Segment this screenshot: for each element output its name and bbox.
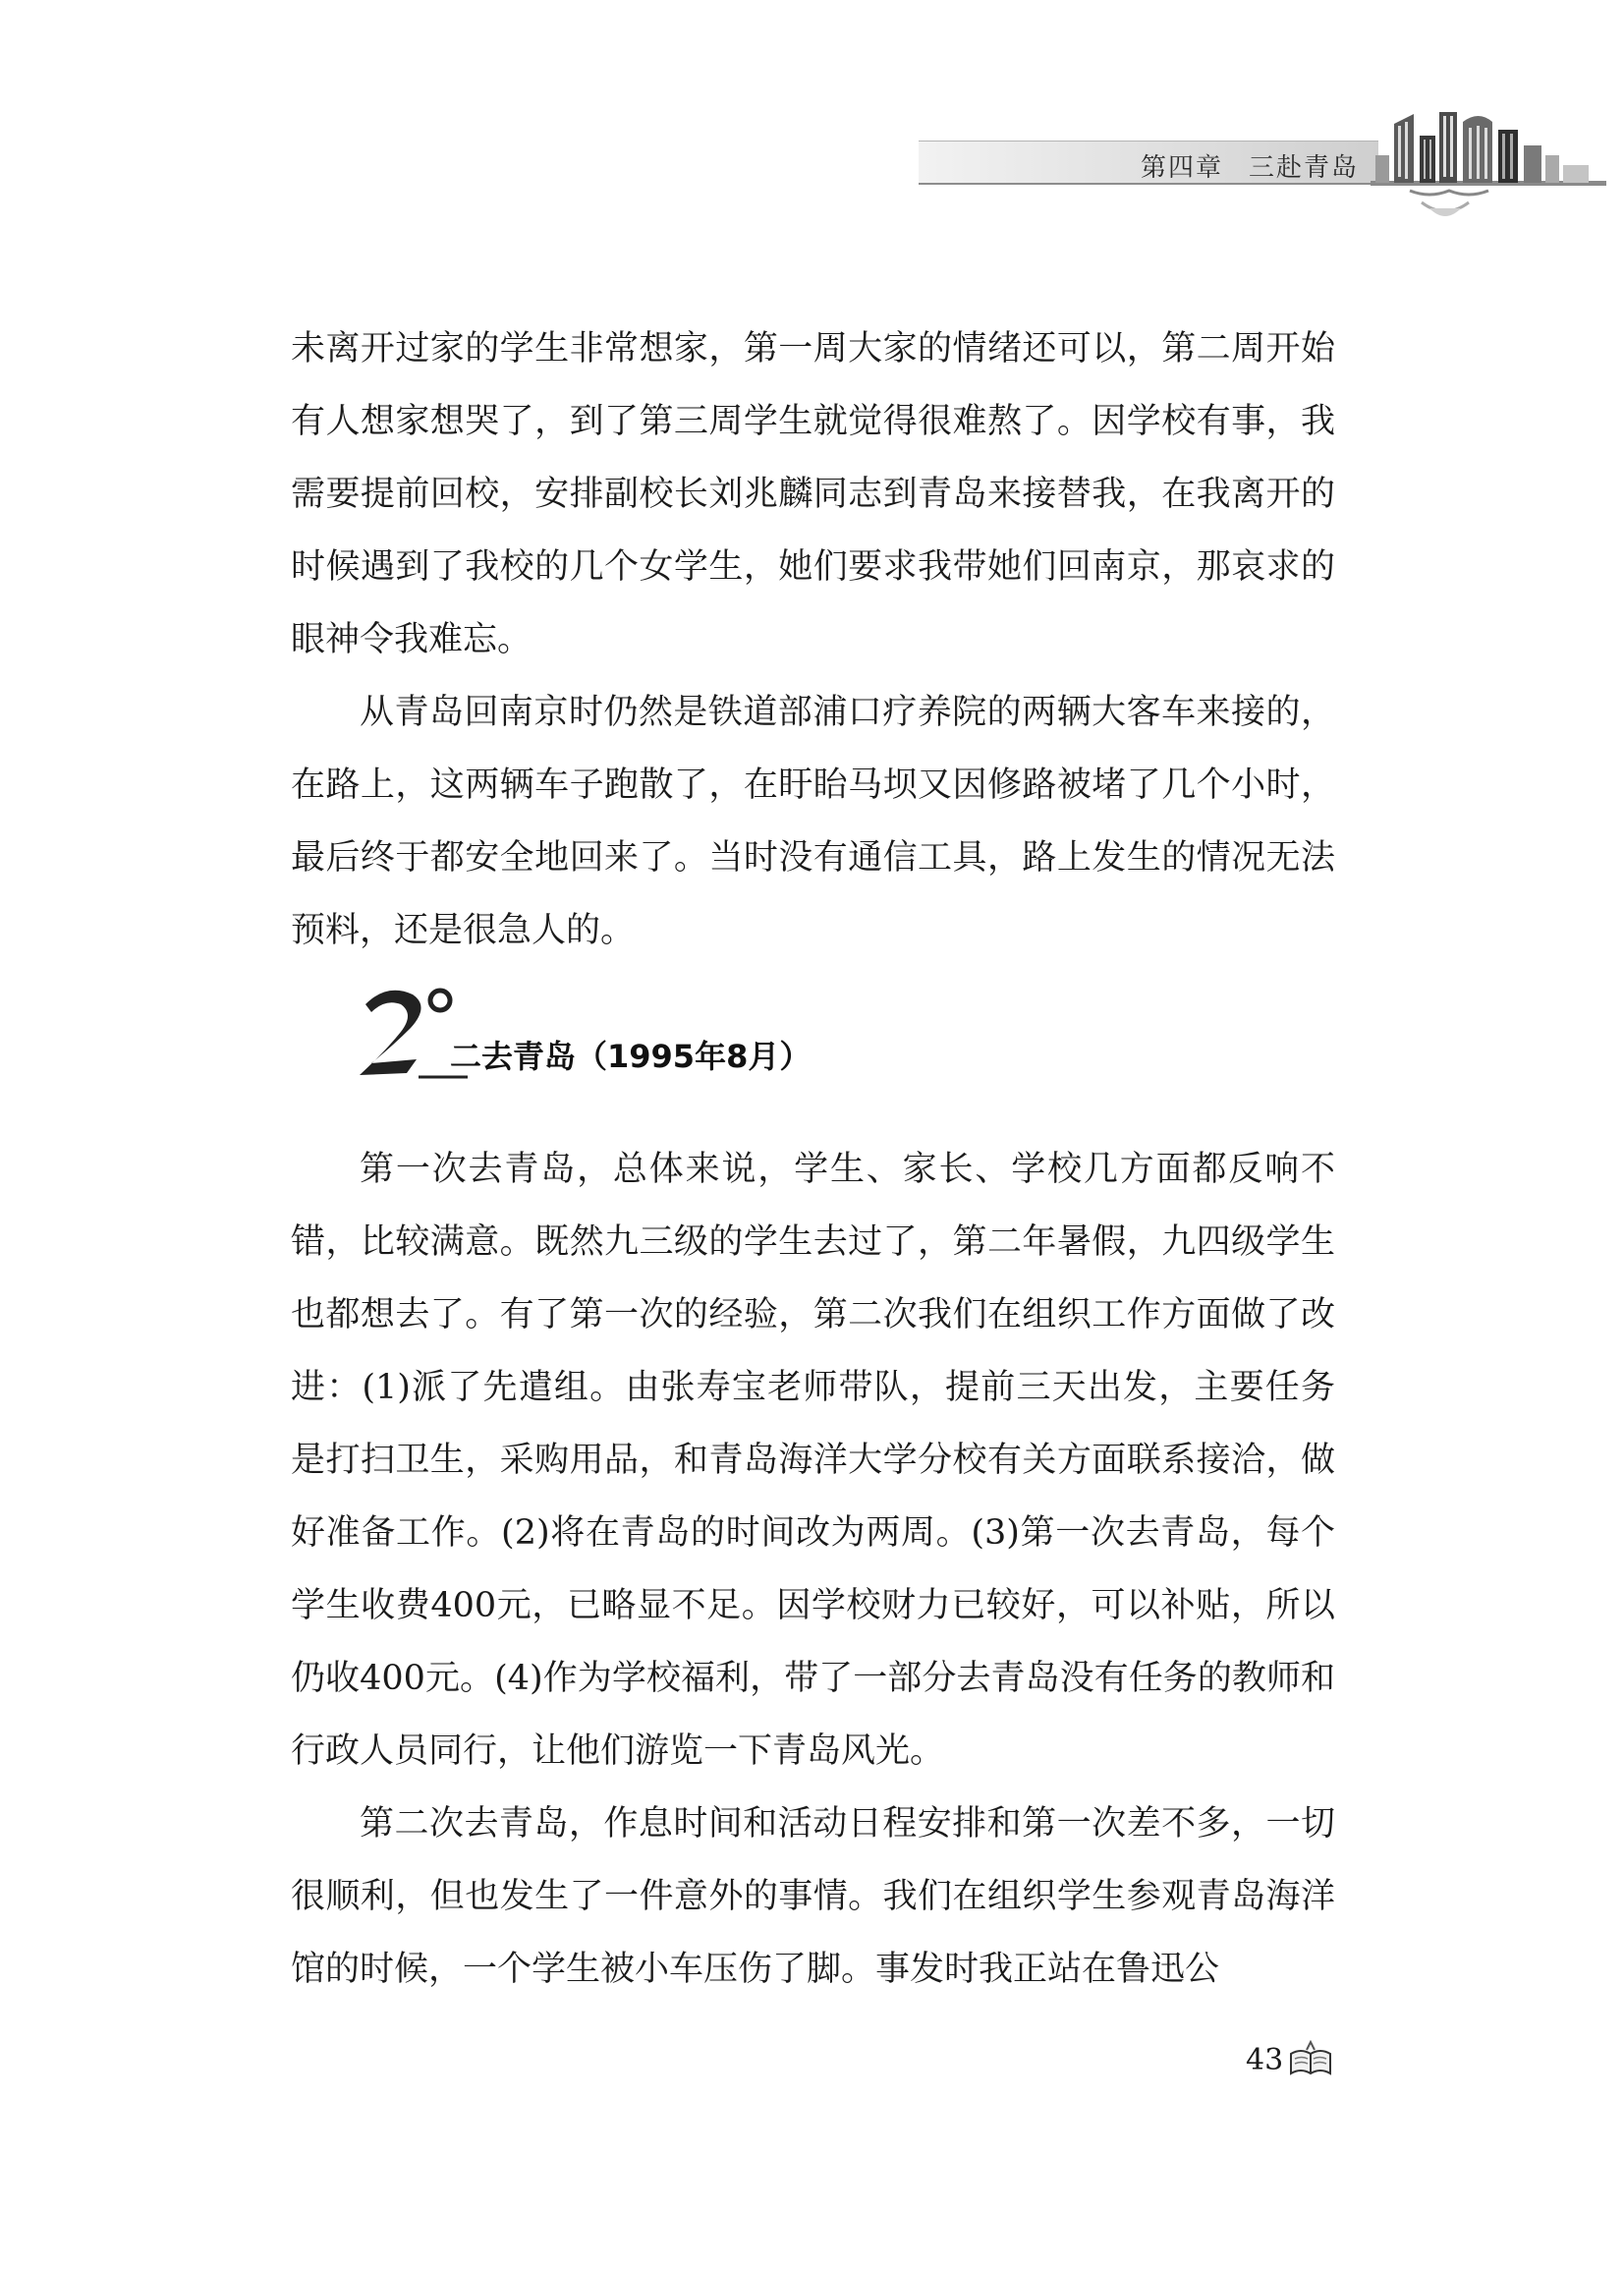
section-1-text xyxy=(291,312,1335,967)
running-header xyxy=(1141,147,1359,184)
chapter-title: 三赴青岛 xyxy=(1248,153,1359,183)
open-book-icon xyxy=(1289,2040,1332,2077)
city-skyline-icon xyxy=(1371,96,1606,234)
paragraph: 未离开过家的学生非常想家，第一周大家的情绪还可以，第二周开始有人想家想哭了，到了第三周学生就觉得很难熬了。因学校有事，我需要提前回校，安排副校长刘兆麟同志到青岛来接替我，在我离开的时候遇到了我校的几个女学生，她们要求我带她们回南京，那哀求的眼神令我难忘。 xyxy=(291,329,1335,659)
section-2-text xyxy=(291,1133,1335,2006)
chapter-number: 第四章 xyxy=(1140,153,1223,183)
paragraph: 从青岛回南京时仍然是铁道部浦口疗养院的两辆大客车来接的，在路上，这两辆车子跑散了，在盱眙马坝又因修路被堵了几个小时，最后终于都安全地回来了。当时没有通信工具，路上发生的情况无法预料，还是很急人的。 xyxy=(291,693,1335,950)
paragraph: 第二次去青岛，作息时间和活动日程安排和第一次差不多，一切很顺利，但也发生了一件意外的事情。我们在组织学生参观青岛海洋馆的时候，一个学生被小车压伤了脚。事发时我正站在鲁迅公 xyxy=(291,1804,1335,1989)
paragraph: 第一次去青岛，总体来说，学生、家长、学校几方面都反响不错，比较满意。既然九三级的学生去过了，第二年暑假，九四级学生也都想去了。有了第一次的经验，第二次我们在组织工作方面做了改进：(1)派了先遣组。由张寿宝老师带队，提前三天出发，主要任务是打扫卫生，采购用品，和青岛海洋大学分校有关方面联系接洽，做好准备工作。(2)将在青岛的时间改为两周。(3)第一次去青岛，每个学生收费400元，已略显不足。因学校财力已较好，可以补贴，所以仍收400元。(4)作为学校福利，带了一部分去青岛没有任务的教师和行政人员同行，让他们游览一下青岛风光。 xyxy=(291,1150,1335,1771)
section-heading xyxy=(354,981,943,1089)
section-title: 二去青岛（1995年8月） xyxy=(450,1038,812,1075)
page-number: 43 xyxy=(1246,2043,1284,2077)
